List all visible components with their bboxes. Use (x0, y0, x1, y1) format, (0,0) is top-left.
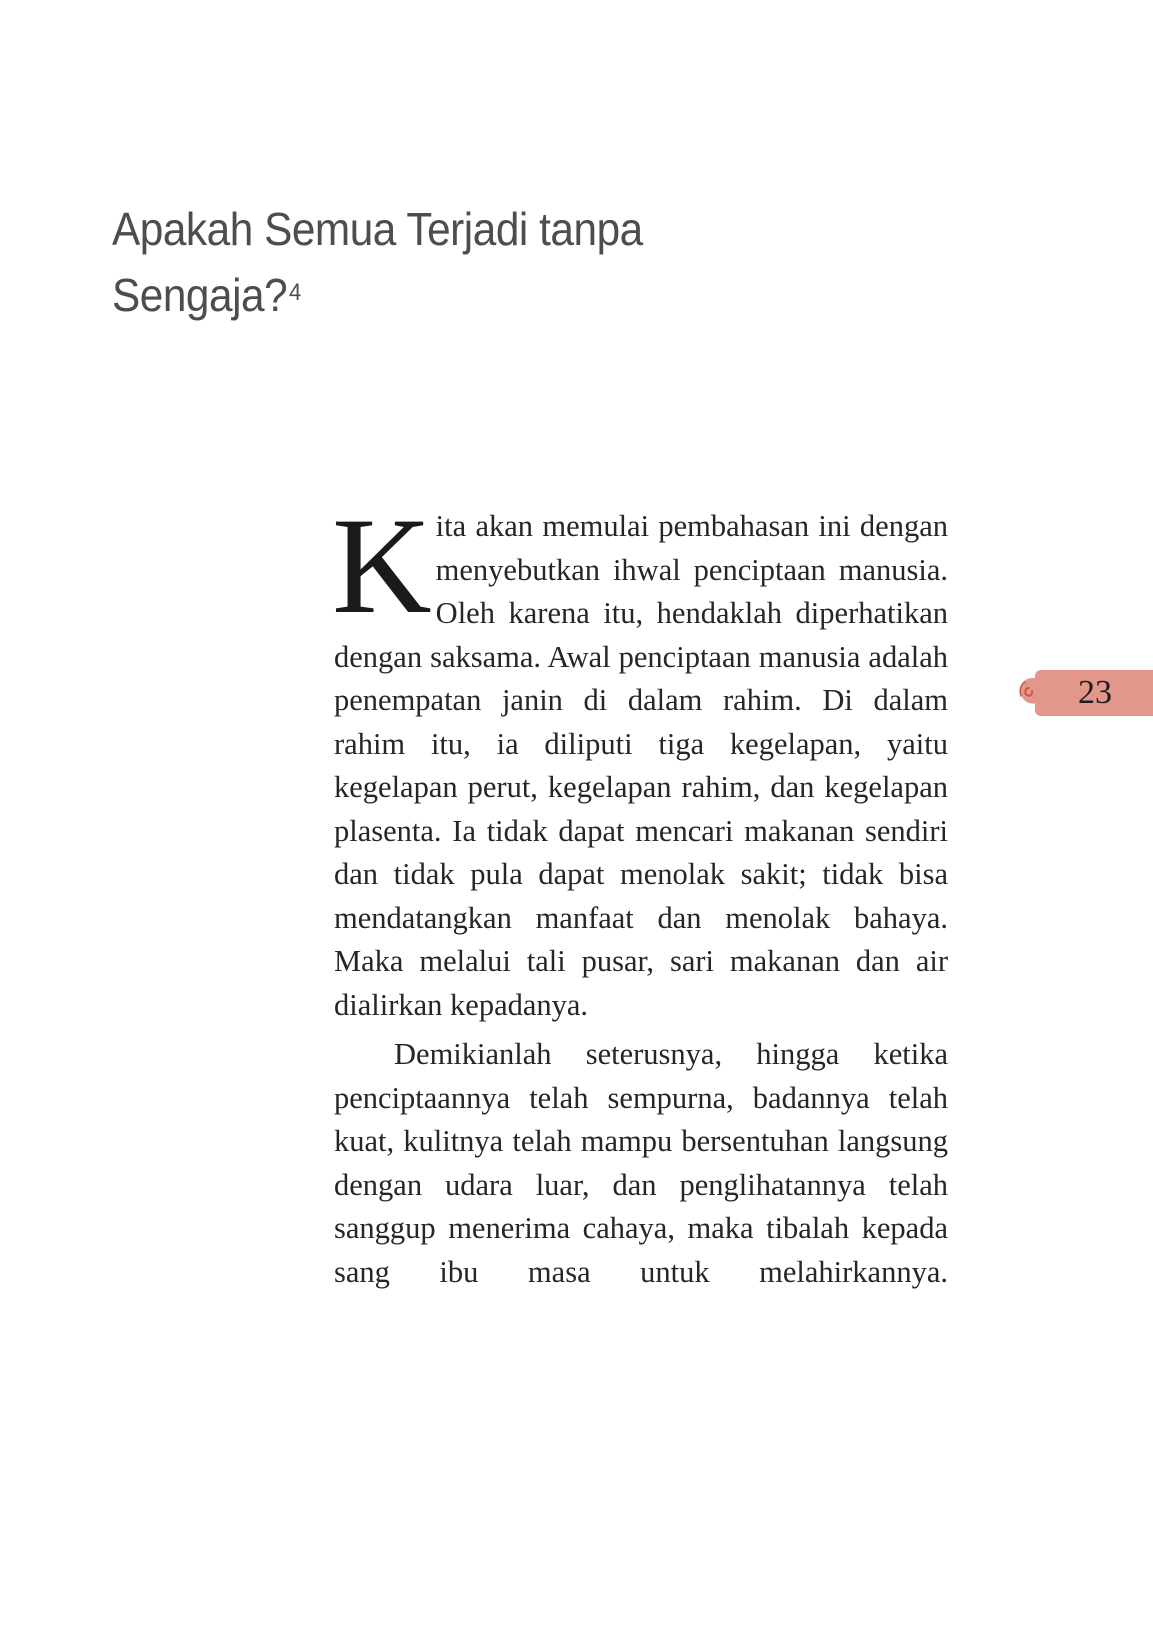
body-text (332, 489, 948, 1294)
paragraph-1 (332, 489, 948, 1027)
chapter-title-line-2-text: Sengaja? (112, 269, 288, 321)
paragraph-1-text: ita akan memulai pembahasan ini dengan menyebutkan ihwal penciptaan manusia. Oleh karena itu, hendaklah diperhatikan dengan saksama. Awal penciptaan manusia adalah penempatan janin di dalam rahim. Di dalam rahim itu, ia diliputi tiga kegelapan, yaitu kegelapan perut, kegelapan rahim, dan kegelapan plasenta. Ia tidak dapat mencari makanan sendiri dan tidak pula dapat menolak sakit; tidak bisa mendatangkan manfaat dan menolak bahaya. Maka melalui tali pusar, sari makanan dan air dialirkan kepadanya. (334, 509, 948, 1022)
swirl-ornament-icon (1015, 672, 1049, 712)
page-number-tab (1015, 668, 1153, 718)
paragraph-2: Demikianlah seterusnya, hingga ketika penciptaannya telah sempurna, badannya telah kuat, kulitnya telah mampu bersentuhan langsung dengan udara luar, dan penglihatannya telah sanggup menerima cahaya, maka tibalah kepada sang ibu masa untuk melahirkannya. (334, 1037, 948, 1289)
chapter-title (112, 196, 756, 328)
footnote-reference: 4 (289, 279, 301, 306)
drop-cap: K (332, 489, 432, 642)
page-number: 23 (1078, 674, 1112, 711)
chapter-title-line-1: Apakah Semua Terjadi tanpa (112, 203, 643, 255)
chapter-title-line-2 (112, 262, 756, 328)
